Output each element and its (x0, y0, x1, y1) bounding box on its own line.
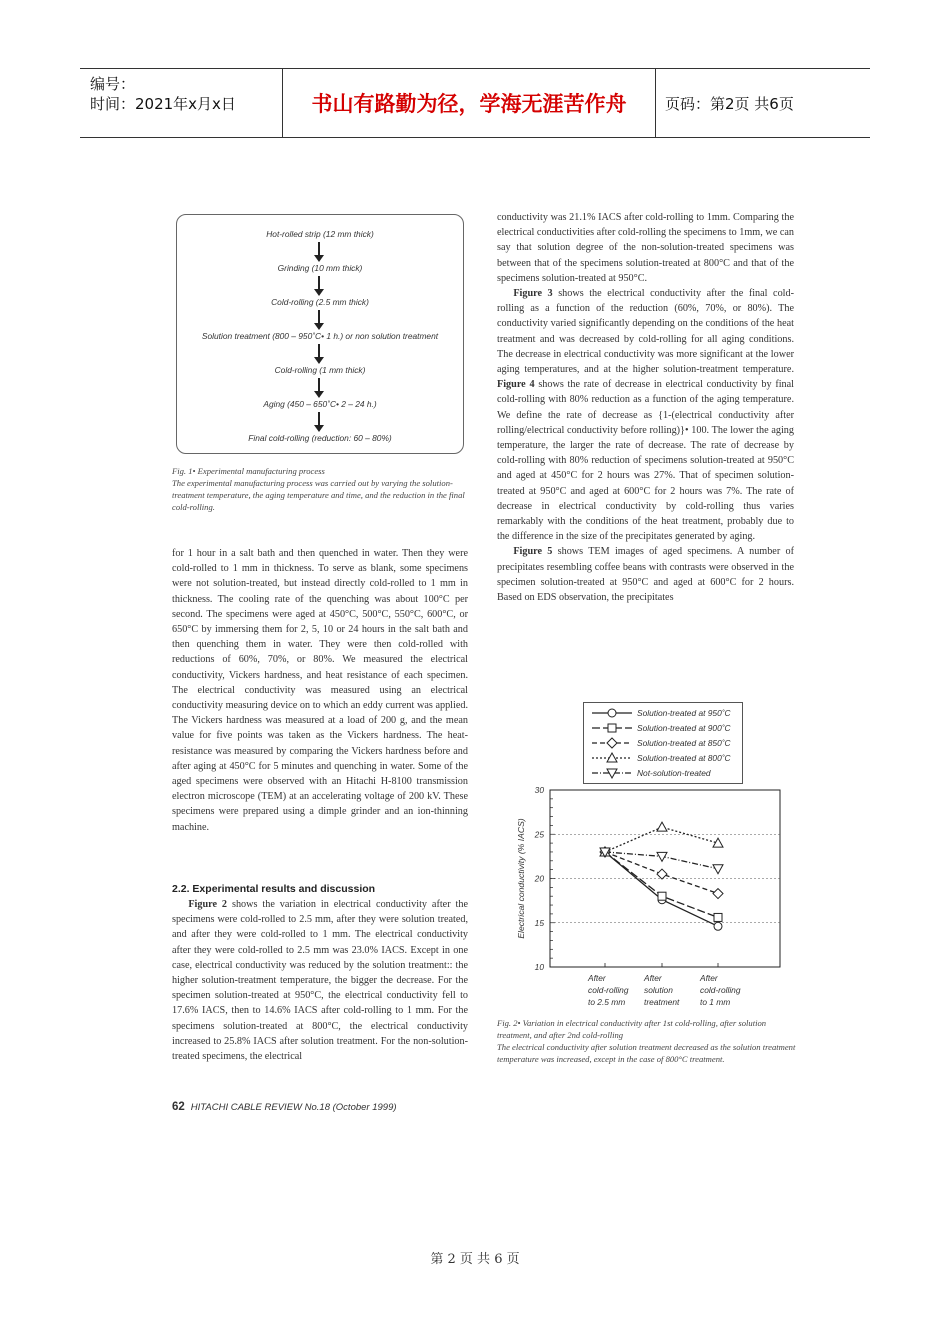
x-label-line: to 2.5 mm (588, 997, 626, 1007)
legend-label: Not-solution-treated (637, 768, 711, 778)
x-label-line: cold-rolling (588, 985, 629, 995)
flow-step-7: Final cold-rolling (reduction: 60 – 80%) (248, 433, 392, 443)
body-paragraph: conductivity was 21.1% IACS after cold-rolling to 1mm. Comparing the electrical conductivities after cold-rolling the specimens to 1mm, we can say that solution degree of the non-solution-treated specimens was between that of the specimens solution-treated at 800°C and that of the specimens solution-treated at 950°C. (497, 212, 794, 284)
flow-step-3: Cold-rolling (2.5 mm thick) (271, 297, 369, 307)
legend-label: Solution-treated at 850˚C (637, 738, 731, 748)
legend-item (584, 752, 742, 766)
plot-frame (550, 790, 780, 967)
legend-label: Solution-treated at 900˚C (637, 723, 731, 733)
x-category-label (644, 972, 679, 1008)
flow-step-2: Grinding (10 mm thick) (277, 263, 363, 273)
paragraph-text: shows TEM images of aged specimens. A number of precipitates resembling coffee beans with contrasts were observed in the specimen solution-treated at 950°C and aged at 600°C for 2 hours. Based on EDS observation, the precipitates (497, 546, 794, 604)
data-point (657, 822, 667, 831)
figure-1-caption (172, 465, 468, 513)
y-tick-label: 30 (534, 785, 544, 795)
journal-page-number: 62 (172, 1101, 185, 1113)
body-paragraph: for 1 hour in a salt bath and then quenched in water. Then they were cold-rolled to 1 mm in thickness. To serve as blank, some specimens were not solution-treated, but instead directly cold-rolled to 1 mm in thickness. The cooling rate of the quenching was about 100°C per second. The specimens were aged at 450°C, 500°C, 550°C, 600°C, or 650°C by immersing them for 2, 5, 10 or 24 hours in the salt bath and then quenching them in water. They were then cold-rolled with reductions of 60%, 70%, or 80%. We measured the electrical conductivity, Vickers hardness, and heat resistance of each specimen. The electrical conductivity was measured using an electrical conductivity measuring device on to which an eddy current was applied. The Vickers hardness was measured at a load of 200 g, and the mean value for five points was taken as the Vickers hardness. The heat-resistance was measured by comparing the Vickers hardness before and after aging at 450°C for 5 minutes and quenching in water. Some of the aged specimens were observed with an Hitachi H-8100 transmission electron microscope (TEM) at an accelerating voltage of 200 kV. These specimens were prepared using a dimple grinder and an ion-thinning machine. (172, 548, 468, 833)
body-paragraph (497, 544, 794, 605)
legend-triangle-marker-icon (590, 752, 634, 764)
legend-label: Solution-treated at 800˚C (637, 753, 731, 763)
legend-label: Solution-treated at 950˚C (637, 708, 731, 718)
legend-square-marker-icon (590, 722, 634, 734)
legend-item (584, 722, 742, 736)
page-header (80, 68, 870, 138)
flow-arrowhead (314, 391, 324, 398)
flow-step-1: Hot-rolled strip (12 mm thick) (266, 229, 374, 239)
figure-2-caption (497, 1017, 797, 1065)
series-line (605, 852, 718, 926)
flow-step-5: Cold-rolling (1 mm thick) (274, 365, 366, 375)
flow-step-4: Solution treatment (800 – 950˚C• 1 h.) or non solution treatment (201, 331, 439, 341)
x-label-line: cold-rolling (700, 985, 741, 995)
header-motto: 书山有路勤为径，学海无涯苦作舟 (282, 69, 656, 137)
flow-arrow (318, 378, 320, 392)
y-axis-label: Electrical conductivity (% IACS) (516, 818, 526, 939)
page-footer: 第 2 页 共 6 页 (430, 1252, 520, 1267)
right-column-body (497, 210, 794, 605)
x-label-line: solution (644, 985, 673, 995)
data-point (713, 865, 723, 874)
x-label-line: After (644, 973, 662, 983)
y-tick-label: 25 (534, 829, 544, 840)
flow-arrow (318, 242, 320, 256)
figure-ref: Figure 4 (497, 379, 535, 391)
flow-arrow (318, 310, 320, 324)
data-point (713, 889, 723, 899)
x-label-line: to 1 mm (700, 997, 731, 1007)
left-column-section (172, 897, 468, 1064)
flow-arrowhead (314, 425, 324, 432)
section-heading: 2.2. Experimental results and discussion (172, 883, 376, 895)
legend-item (584, 737, 742, 751)
data-point (657, 869, 667, 879)
y-tick-label: 15 (534, 917, 544, 928)
flow-arrowhead (314, 255, 324, 262)
journal-name: HITACHI CABLE REVIEW No.18 (October 1999) (190, 1102, 397, 1113)
flow-arrowhead (314, 323, 324, 330)
x-category-label (700, 972, 741, 1008)
paragraph-text: shows the electrical conductivity after the final cold-rolling as a function of the reduction (60%, 70%, or 80%). The conductivity varied significantly depending on the conditions of the heat treatment and was decreased by cold-rolling for all aging conditions. The decrease in electrical conductivity was more significant at the lower aging temperatures, and at the higher solution-treatment temperature. (497, 288, 794, 376)
legend-diamond-marker-icon (590, 737, 634, 749)
flow-arrowhead (314, 289, 324, 296)
flow-step-6: Aging (450 – 650˚C• 2 – 24 h.) (263, 399, 377, 409)
flow-arrowhead (314, 357, 324, 364)
body-paragraph (497, 286, 794, 544)
legend-item (584, 707, 742, 721)
left-column-body (172, 546, 468, 835)
process-flowchart (176, 214, 464, 454)
x-category-label (588, 972, 629, 1008)
legend-circle-marker-icon (590, 707, 634, 719)
figure-2-caption-title: Fig. 2• Variation in electrical conductivity after 1st cold-rolling, after solution treatment, and after 2nd cold-rolling (497, 1018, 767, 1040)
chart-legend (583, 702, 743, 784)
data-point (658, 892, 666, 900)
journal-footer (172, 1101, 397, 1113)
x-label-line: treatment (644, 997, 680, 1007)
y-tick-label: 10 (534, 962, 544, 972)
body-paragraph (172, 897, 468, 1064)
figure-ref: Figure 2 (188, 899, 228, 910)
document-date-label: 时间：2021年x月x日 (90, 95, 236, 113)
document-number-label: 编号： (90, 75, 136, 93)
figure-1-caption-title: Fig. 1• Experimental manufacturing process (172, 466, 325, 476)
x-label-line: After (588, 973, 606, 983)
paragraph-text: shows the rate of decrease in electrical conductivity by final cold-rolling with 80% reduction as a function of the aging temperature. We define the rate of decrease as {1-(electrical conductivity after rolling/electrical conductivity before rolling)}• 100. The lower the aging temperature, the larger the rate of decrease. The rate of decrease by cold-rolling with 80% reduction of specimens solution-treated at 950°C and aged at 450°C for 2 hours was 27%. That of specimen solution-treated at 950°C and aged at 600°C for 2 hours was 7%. The rate of decrease in electrical conductivity by cold-rolling thus varies remarkably with the conditions of the heat treatment, probably due to the difference in the size of the precipitates generated by aging. (497, 379, 794, 543)
flow-arrow (318, 276, 320, 290)
flow-arrow (318, 412, 320, 426)
y-tick-label: 20 (534, 873, 544, 884)
paragraph-text: shows the variation in electrical conductivity after the specimens were cold-rolled to 2.5 mm, after they were solution treated, and after they were cold-rolled to 1 mm. The electrical conductivity after they were cold-rolled to 2.5 mm was 23.0% IACS. Except in one case, electrical conductivity was reduced by the solution treatment:: the higher solution-treatment temperature, the bigger the decrease. For the specimen solution-treated at 950°C, the electrical conductivity fell to 17.6% IACS, then to 14.6% IACS after cold-rolling to 1 mm. For the specimens solution-treated at 800°C, the electrical conductivity increased to 25.8% IACS after solution treatment. For the non-solution-treated specimens, the electrical (172, 899, 468, 1063)
legend-triangle-down-marker-icon (590, 767, 634, 779)
figure-1-caption-text: The experimental manufacturing process was carried out by varying the solution-treatment temperature, the aging temperature and time, and the reduction in the final cold-rolling. (172, 478, 465, 512)
figure-ref: Figure 3 (513, 288, 553, 300)
data-point (714, 913, 722, 921)
data-point (714, 922, 722, 930)
legend-item (584, 767, 742, 781)
conductivity-chart (505, 780, 800, 975)
figure-ref: Figure 5 (513, 546, 553, 558)
series-line (605, 852, 718, 917)
x-label-line: After (700, 973, 718, 983)
flow-arrow (318, 344, 320, 358)
header-meta (80, 69, 280, 137)
figure-2-caption-text: The electrical conductivity after solution treatment decreased as the solution treatment temperature was increased, except in the case of 800°C treatment. (497, 1042, 796, 1064)
header-page-label: 页码：第2页 共6页 (665, 94, 794, 113)
